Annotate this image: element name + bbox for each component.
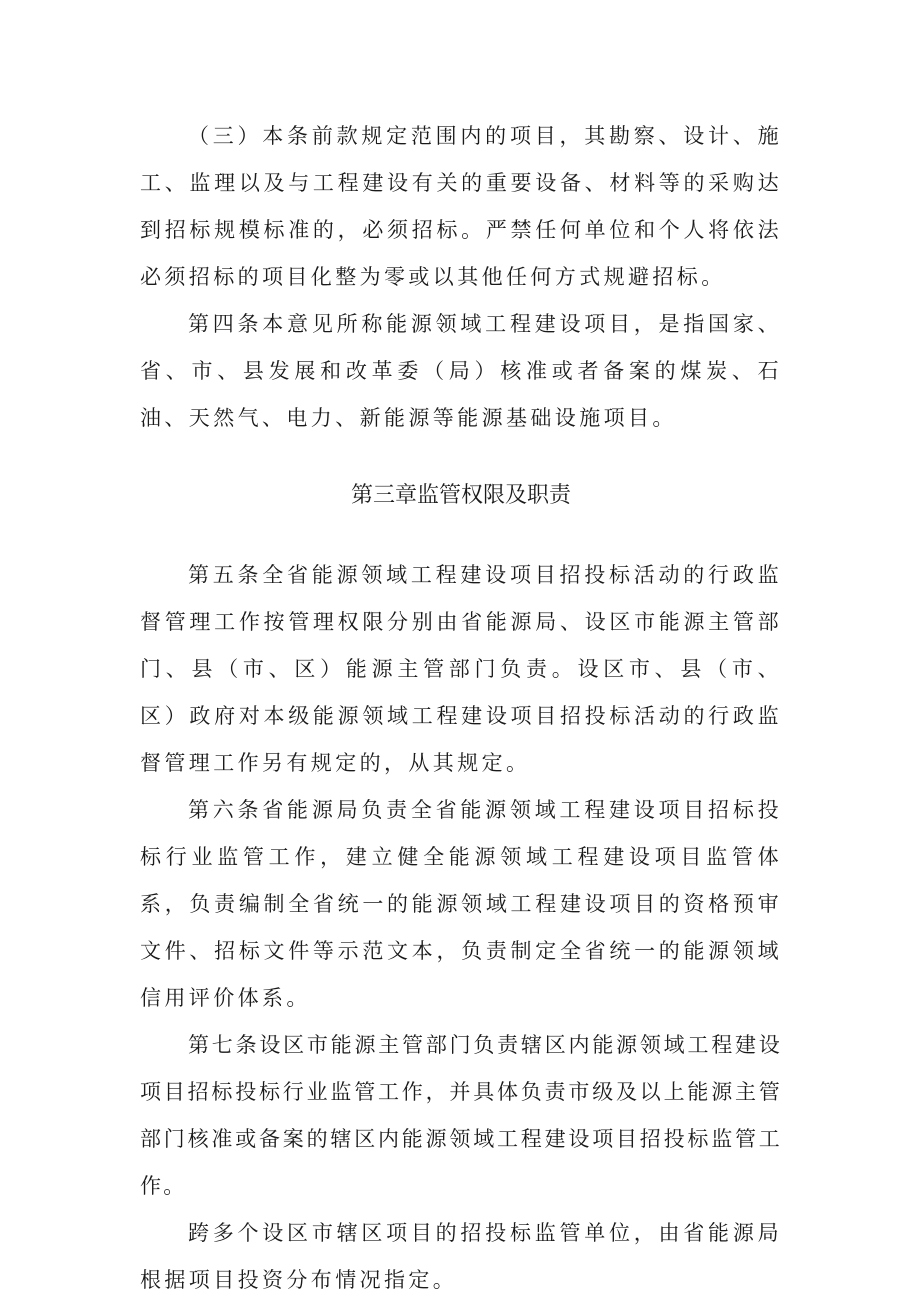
paragraph-article-5: 第五条全省能源领域工程建设项目招投标活动的行政监督管理工作按管理权限分别由省能源局、设区市能源主管部门、县（市、区）能源主管部门负责。设区市、县（市、区）政府对本级能源领域工程建设项目招投标活动的行政监督管理工作另有规定的，从其规定。 [140, 563, 782, 775]
paragraph-article-3-item-3: （三）本条前款规定范围内的项目，其勘察、设计、施工、监理以及与工程建设有关的重要设备、材料等的采购达到招标规模标准的，必须招标。严禁任何单位和个人将依法必须招标的项目化整为零或以其他任何方式规避招标。 [140, 124, 782, 289]
paragraph-cross-region: 跨多个设区市辖区项目的招投标监管单位，由省能源局根据项目投资分布情况指定。 [140, 1221, 782, 1292]
document-body [140, 113, 782, 1304]
paragraph-article-4: 第四条本意见所称能源领域工程建设项目，是指国家、省、市、县发展和改革委（局）核准或者备案的煤炭、石油、天然气、电力、新能源等能源基础设施项目。 [140, 312, 782, 430]
chapter-heading: 第三章监管权限及职责 [350, 483, 571, 508]
paragraph-article-6: 第六条省能源局负责全省能源领域工程建设项目招标投标行业监管工作，建立健全能源领域工程建设项目监管体系，负责编制全省统一的能源领域工程建设项目的资格预审文件、招标文件等示范文本，负责制定全省统一的能源领域信用评价体系。 [140, 798, 782, 1010]
paragraph-article-7: 第七条设区市能源主管部门负责辖区内能源领域工程建设项目招标投标行业监管工作，并具体负责市级及以上能源主管部门核准或备案的辖区内能源领域工程建设项目招投标监管工作。 [140, 1033, 782, 1198]
